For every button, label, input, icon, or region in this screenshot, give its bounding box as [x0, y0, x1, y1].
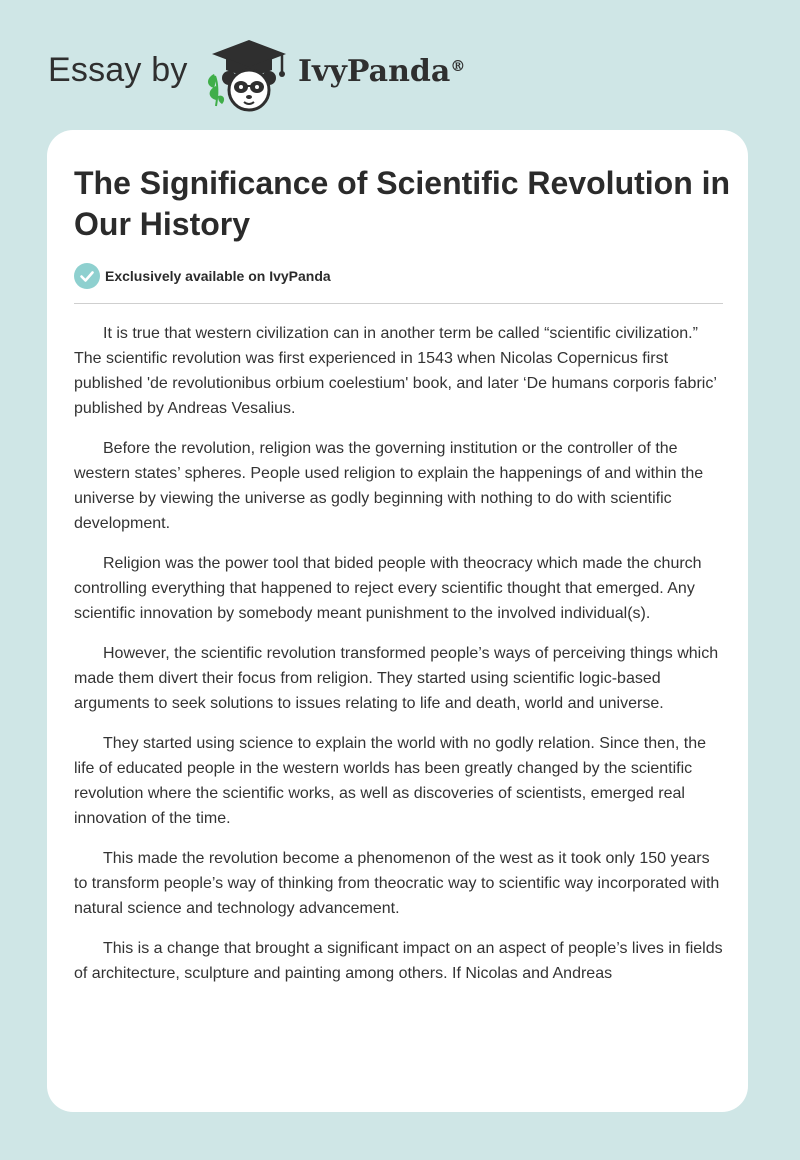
title-divider — [74, 303, 723, 304]
essay-body — [74, 321, 726, 1001]
brand-name — [298, 54, 465, 89]
essay-paragraph: They started using science to explain the world with no godly relation. Since then, the life of educated people in the western worlds has been greatly changed by the scientific revolution where the scientific works, as well as discoveries of scientists, emerged real innovation of the time. — [74, 735, 707, 827]
exclusive-badge-text: Exclusively available on IvyPanda — [105, 268, 331, 284]
essay-paragraph: It is true that western civilization can in another term be called “scientific civilization.” The scientific revolution was first experienced in 1543 when Nicolas Copernicus first published 'de revolutionibus orbium coelestium' book, and later ‘De humans corporis fabric’ published by Andreas Vesalius. — [74, 325, 717, 417]
essay-title: The Significance of Scientific Revolution in Our History — [74, 165, 731, 242]
exclusive-badge — [74, 263, 331, 289]
check-circle-icon — [74, 263, 100, 289]
registered-mark: ® — [450, 57, 466, 75]
brand-name-text: IvyPanda — [298, 54, 451, 89]
essay-card — [47, 130, 748, 1112]
essay-paragraph: This is a change that brought a significant impact on an aspect of people’s lives in fields of architecture, sculpture and painting among others. If Nicolas and Andreas — [74, 940, 723, 982]
brand-header — [48, 28, 508, 112]
essay-paragraph: However, the scientific revolution transformed people’s ways of perceiving things which made them divert their focus from religion. They started using scientific logic-based arguments to seek solutions to issues relating to life and death, world and universe. — [74, 645, 719, 712]
essay-paragraph: Before the revolution, religion was the governing institution or the controller of the western states’ spheres. People used religion to explain the happenings of and within the universe by viewing the universe as godly beginning with nothing to do with scientific development. — [74, 440, 704, 532]
essay-paragraph: Religion was the power tool that bided people with theocracy which made the church controlling everything that happened to reject every scientific thought that emerged. Any scientific innovation by somebody meant punishment to the involved individual(s). — [74, 555, 702, 622]
essay-paragraph: This made the revolution become a phenomenon of the west as it took only 150 years to transform people’s way of thinking from theocratic way to scientific way incorporated with natural science and technology advancement. — [74, 850, 720, 917]
brand-prefix: Essay by — [48, 51, 188, 89]
panda-logo-icon — [202, 34, 288, 112]
